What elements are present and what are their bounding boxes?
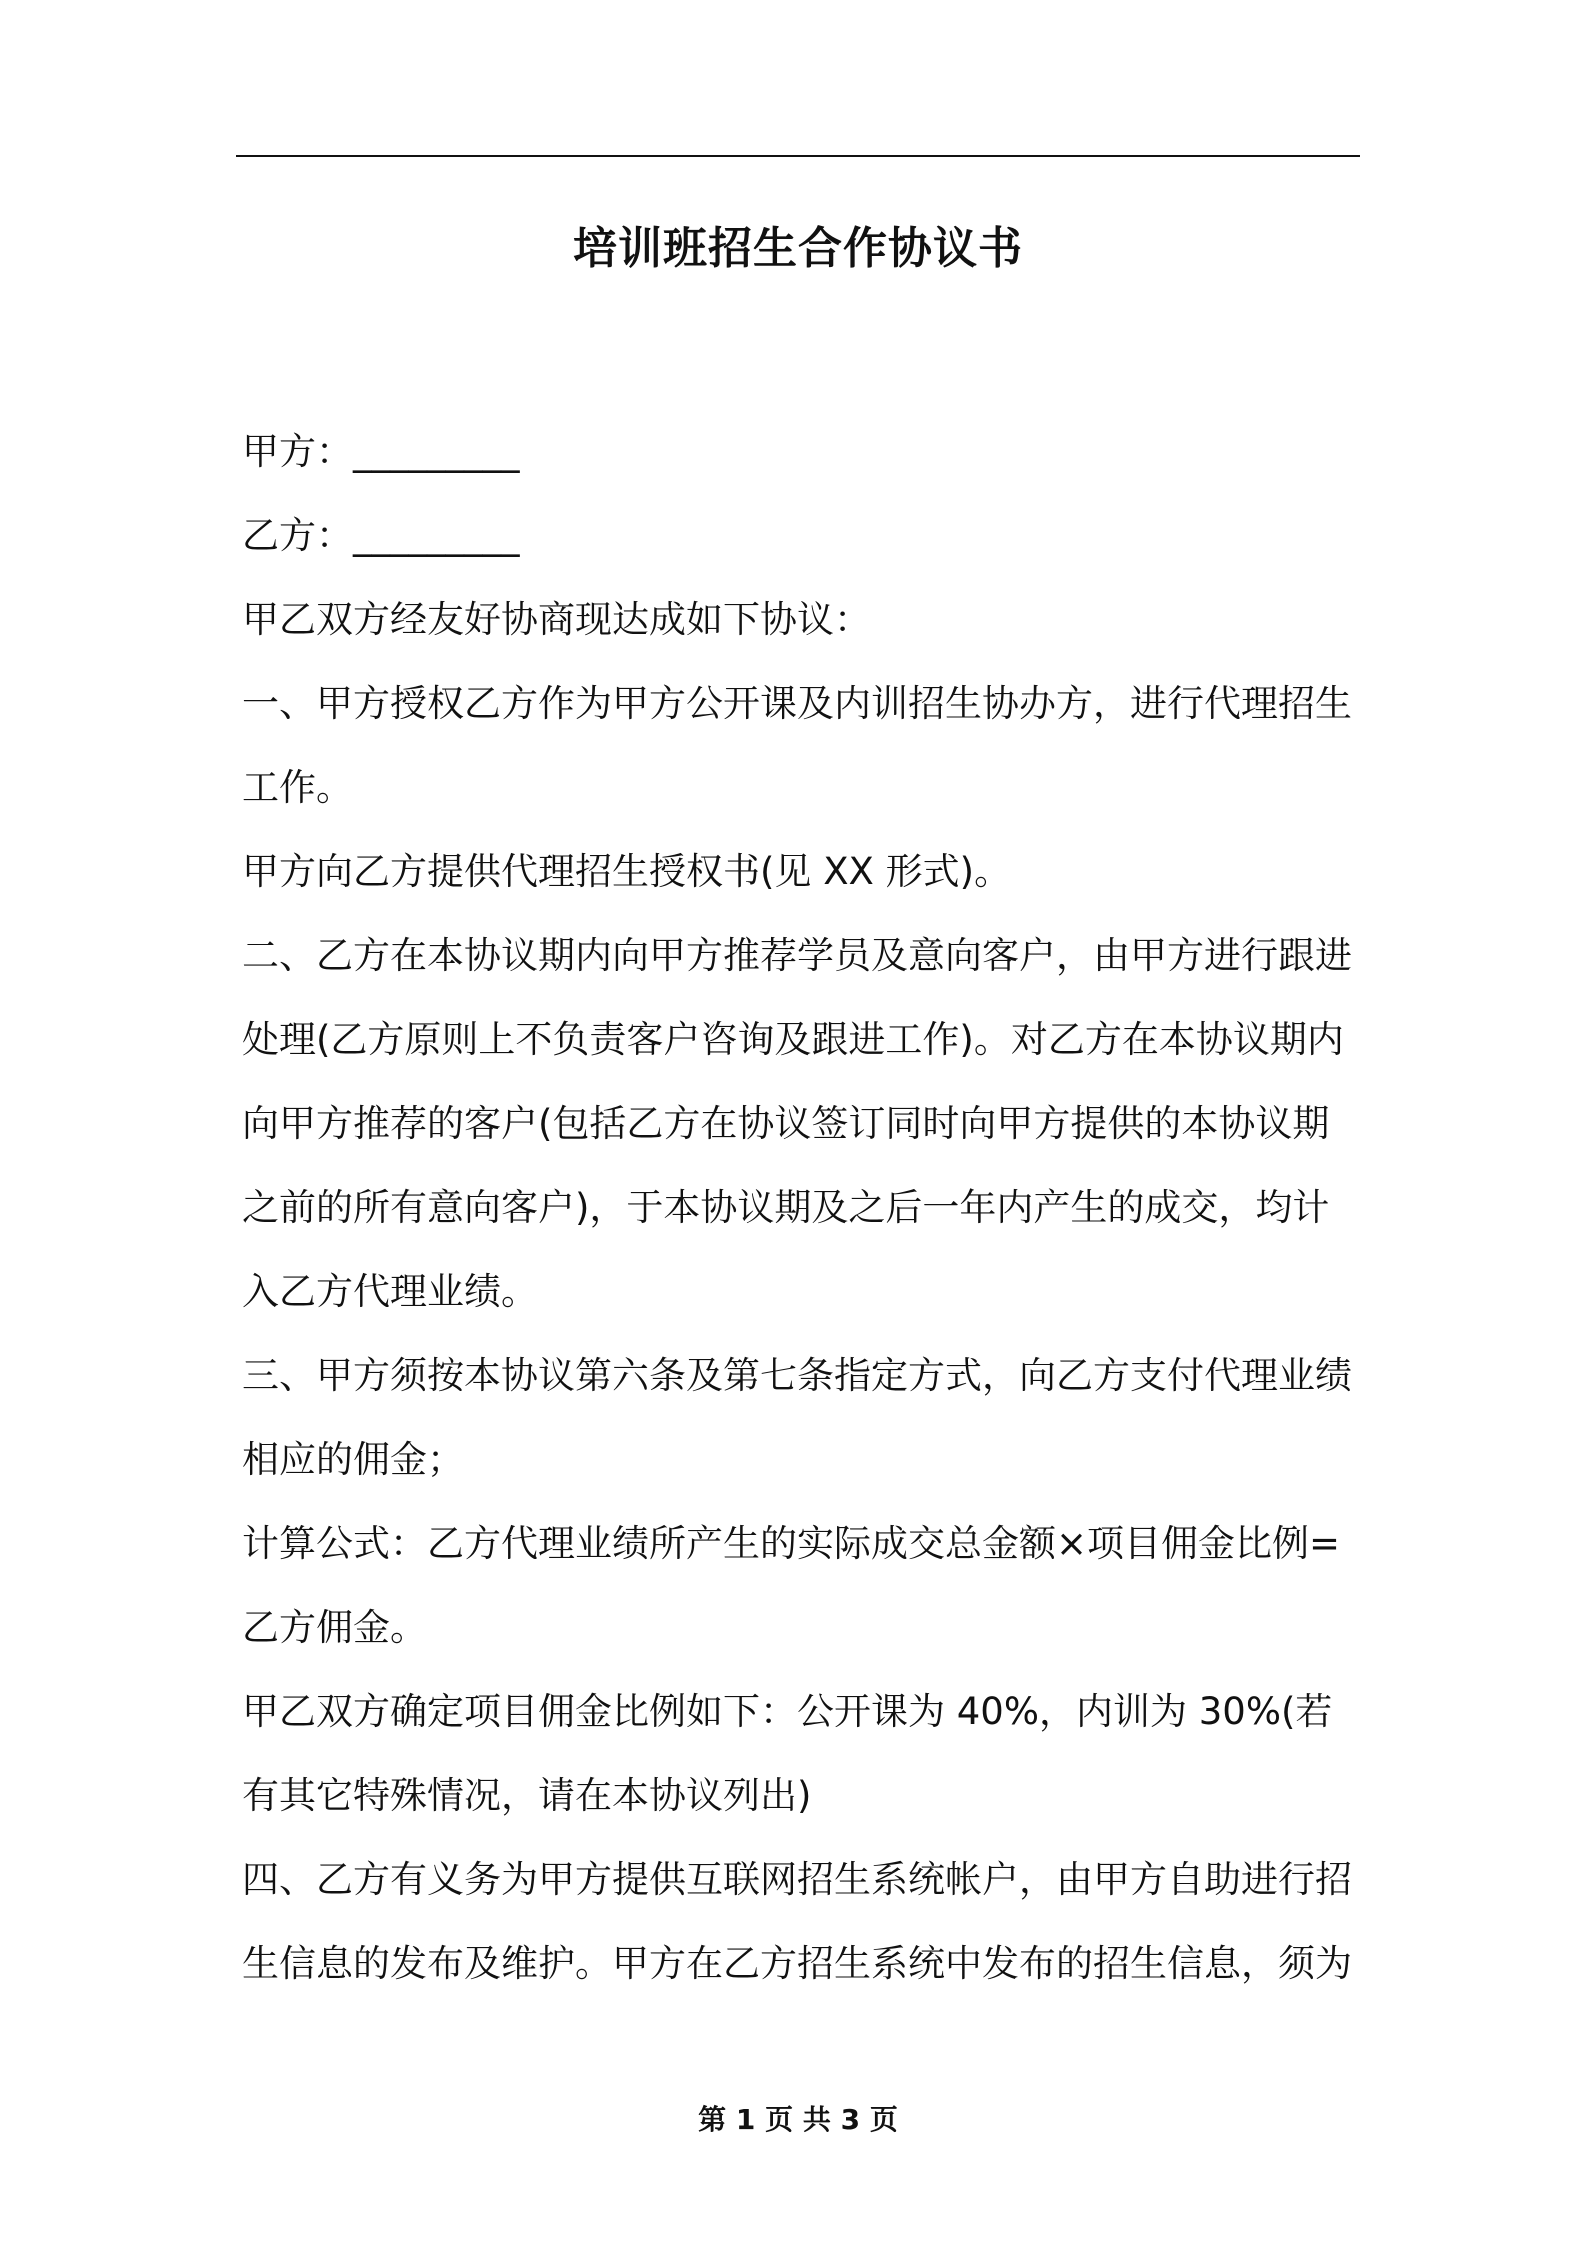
clause-1: 一、甲方授权乙方作为甲方公开课及内训招生协办方，进行代理招生工作。 [242,682,1352,809]
clause-2: 二、乙方在本协议期内向甲方推荐学员及意向客户，由甲方进行跟进处理(乙方原则上不负责客户咨询及跟进工作)。对乙方在本协议期内向甲方推荐的客户(包括乙方在协议签订同时向甲方提供的本协议期之前的所有意向客户)，于本协议期及之后一年内产生的成交，均计入乙方代理业绩。 [242,934,1352,1313]
document-body [242,410,1360,2006]
formula-paragraph: 计算公式：乙方代理业绩所产生的实际成交总金额×项目佣金比例=乙方佣金。 [242,1522,1341,1649]
clause-4: 四、乙方有义务为甲方提供互联网招生系统帐户，由甲方自助进行招生信息的发布及维护。甲方在乙方招生系统中发布的招生信息，须为 [242,1858,1352,1985]
party-a-line: 甲方：_________ [242,430,520,473]
document-title: 培训班招生合作协议书 [573,223,1023,274]
page-footer [236,2098,1360,2138]
intro-paragraph: 甲乙双方经友好协商现达成如下协议： [242,598,871,641]
clause-1-note: 甲方向乙方提供代理招生授权书(见 XX 形式)。 [242,850,1012,893]
commission-rate-paragraph: 甲乙双方确定项目佣金比例如下：公开课为 40%，内训为 30%(若有其它特殊情况，请在本协议列出) [242,1690,1333,1817]
party-b-line: 乙方：_________ [242,514,520,557]
clause-3: 三、甲方须按本协议第六条及第七条指定方式，向乙方支付代理业绩相应的佣金； [242,1354,1352,1481]
header-rule [236,155,1360,157]
page-number: 第 1 页 共 3 页 [698,2103,898,2136]
